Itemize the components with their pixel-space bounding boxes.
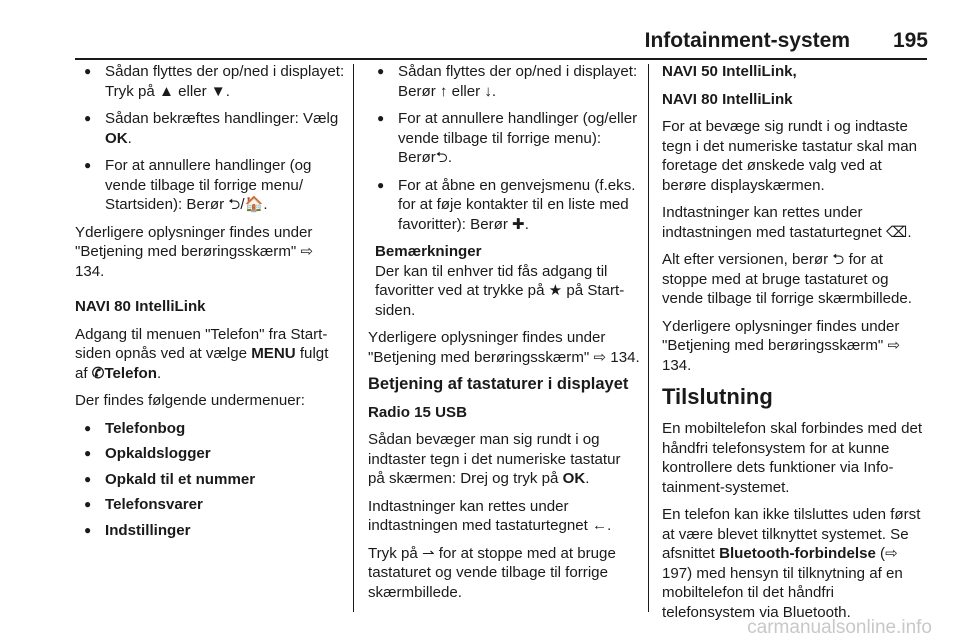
bullet-item: ● Sådan flyttes der op/ned i displayet: Berør ↑ eller ↓. [368, 62, 640, 101]
column-divider-1 [353, 64, 354, 612]
submenu-item: ● Telefonbog [75, 419, 345, 439]
paragraph: Yderligere oplysninger findes under "Betjening med berøringsskærm" ⇨ 134. [662, 317, 901, 374]
submenu-item: ● Indstillinger [75, 521, 345, 541]
watermark: carmanualsonline.info [747, 617, 932, 638]
section-heading: NAVI 80 IntelliLink [662, 90, 793, 108]
bullet-item: ● Sådan flyttes der op/ned i displayet: Tryk på ▲ eller ▼. [75, 62, 345, 101]
paragraph: For at bevæge sig rundt i og indtaste tegn i det numeriske tastatur skal man foretage det ønskede valg ved at berøre displayskærmen. [662, 118, 918, 194]
paragraph: Indtastninger kan rettes under indtastningen med tastaturtegnet ←. [368, 497, 612, 534]
paragraph: Sådan bevæger man sig rundt i og indtaster tegn i det numeriske tastatur på skærmen: Drej og tryk på OK. [368, 431, 621, 487]
paragraph: Adgang til menuen "Telefon" fra Startsiden opnås ved at vælge MENU fulgt af ✆Telefon. [75, 325, 329, 382]
section-heading: NAVI 50 IntelliLink, [662, 63, 797, 80]
paragraph: Der findes følgende undermenuer: [75, 392, 305, 409]
bullet-item: ● For at annullere handlinger (og vende tilbage til forrige menu/ Startsiden): Berør ⮌/🏠. [75, 156, 345, 215]
section-heading: Betjening af tastaturer i displayet [368, 375, 629, 393]
paragraph: Yderligere oplysninger findes under "Betjening med berøringsskærm" ⇨ 134. [75, 223, 314, 280]
submenu-item: ● Opkaldslogger [75, 444, 345, 464]
paragraph: Yderligere oplysninger findes under "Betjening med berøringsskærm" ⇨ 134. [368, 329, 640, 366]
paragraph: Tryk på ⇀ for at stoppe med at bruge tastaturet og vende tilbage til forrige skærmbillede. [368, 544, 616, 601]
subsection-heading: Radio 15 USB [368, 403, 467, 421]
header-rule [75, 58, 927, 60]
page-number: 195 [892, 29, 928, 52]
section-heading: NAVI 80 IntelliLink [75, 298, 206, 315]
bullet-item: ● For at annullere handlinger (og/eller vende tilbage til forrige menu): Berør⮌. [368, 109, 640, 168]
paragraph: Alt efter versionen, berør ⮌ for at stoppe med at bruge tastaturet og vende tilbage til forrige skærmbillede. [662, 251, 913, 307]
column-2 [368, 62, 640, 610]
paragraph: En mobiltelefon skal forbindes med det håndfri telefonsystem for at kunne kontrollere dets funktioner via Infotainment-systemet. [662, 420, 923, 496]
submenu-item: ● Telefonsvarer [75, 495, 345, 515]
column-3 [662, 62, 930, 630]
running-header-title: Infotainment-system [644, 29, 850, 52]
paragraph: En telefon kan ikke tilsluttes uden først at være blevet tilknyttet systemet. Se afsnittet Bluetooth-forbindelse (⇨ 197) med hensyn til tilknytning af en mobiltelefon til det håndfri telefonsystem via Bluetooth. [662, 506, 921, 621]
note-text: Der kan til enhver tid fås adgang til favoritter ved at trykke på ★ på Startsiden. [375, 262, 625, 319]
paragraph: Indtastninger kan rettes under indtastningen med tastaturtegnet ⌫. [662, 204, 912, 241]
column-1 [75, 62, 345, 546]
column-divider-2 [648, 64, 649, 612]
bullet-item: ● Sådan bekræftes handlinger: Vælg OK. [75, 109, 345, 148]
chapter-heading: Tilslutning [662, 384, 773, 409]
note-box [368, 242, 640, 320]
bullet-item: ● For at åbne en genvejsmenu (f.eks. for at føje kontakter til en liste med favoritter): Berør ✚. [368, 176, 640, 235]
note-title: Bemærkninger [375, 243, 482, 260]
submenu-item: ● Opkald til et nummer [75, 470, 345, 490]
